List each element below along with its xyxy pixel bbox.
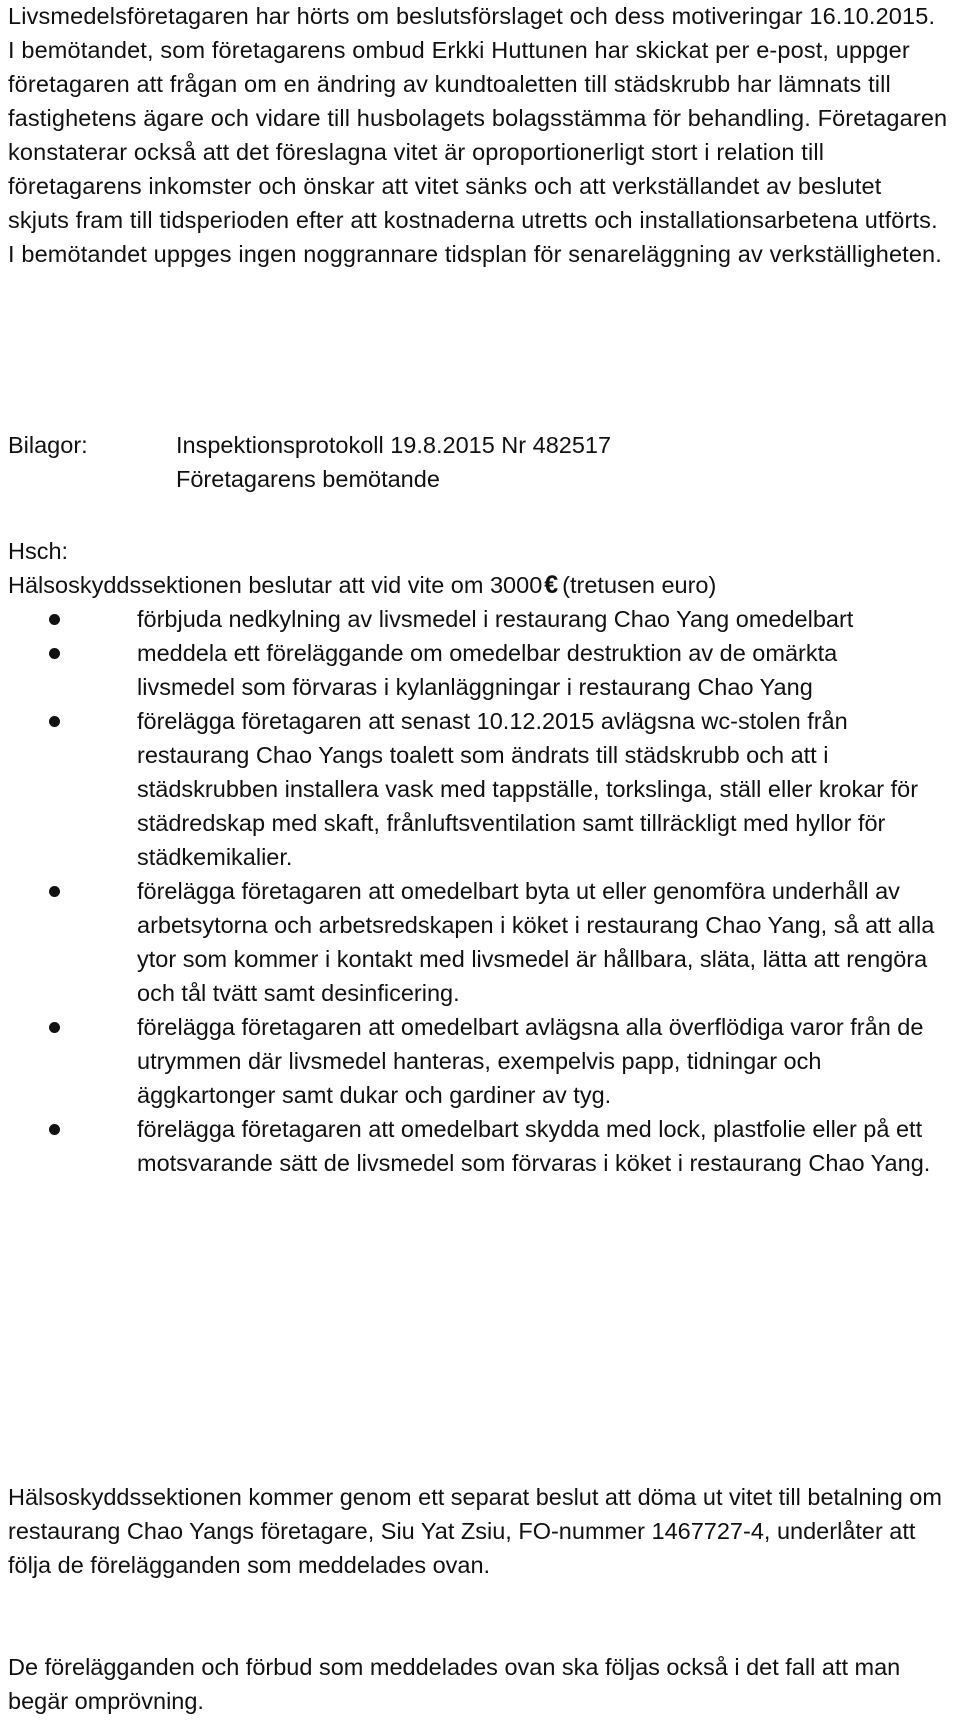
attachment-item: Företagarens bemötande <box>176 466 440 492</box>
list-item-text: förelägga företagaren att omedelbart skydda med lock, plastfolie eller på ett motsvarande sätt de livsmedel som förvaras i köket i restaurang Chao Yang. <box>137 1116 931 1176</box>
list-item-text: förbjuda nedkylning av livsmedel i restaurang Chao Yang omedelbart <box>137 606 854 632</box>
decision-lead-text: Hälsoskyddssektionen beslutar att vid vite om 3000 <box>8 572 543 598</box>
intro-paragraph: Livsmedelsföretagaren har hörts om beslutsförslaget och dess motiveringar 16.10.2015. I bemötandet, som företagarens ombud Erkki Huttunen har skickat per e-post, uppger företagaren att frågan om en ändring av kundtoaletten till städskrubb har lämnats till fastighetens ägare och vidare till husbolagets bolagsstämma för behandling. Företagaren konstaterar också att det föreslagna vitet är oproportionerligt stort i relation till företagarens inkomster och önskar att vitet sänks och att verkställandet av beslutet skjuts fram till tidsperioden efter att kostnaderna utretts och installationsarbetena utförts. I bemötandet uppges ingen noggrannare tidsplan för senareläggning av verkställigheten. <box>8 3 948 267</box>
euro-icon: € <box>544 571 559 599</box>
list-item <box>0 704 937 874</box>
list-item-text: förelägga företagaren att senast 10.12.2015 avlägsna wc-stolen från restaurang Chao Yangs toalett som ändrats till städskrubb och att i städskrubben installera vask med tappställe, torkslinga, ställ eller krokar för städredskap med skaft, frånluftsventilation samt tillräckligt med hyllor för städkemikalier. <box>137 708 919 870</box>
attachments-row <box>8 462 948 496</box>
closing-paragraph: Hälsoskyddssektionen kommer genom ett separat beslut att döma ut vitet till betalning om restaurang Chao Yangs företagare, Siu Yat Zsiu, FO-nummer 1467727-4, underlåter att följa de förelägganden som meddelades ovan. <box>8 1484 942 1578</box>
bullet-icon <box>49 1124 60 1135</box>
bullet-icon <box>49 614 60 625</box>
bullet-icon <box>49 886 60 897</box>
attachment-item: Inspektionsprotokoll 19.8.2015 Nr 482517 <box>176 432 612 458</box>
list-item <box>0 1010 937 1112</box>
bullet-icon <box>49 648 60 659</box>
list-item-text: förelägga företagaren att omedelbart avlägsna alla överflödiga varor från de utrymmen där livsmedel hanteras, exempelvis papp, tidningar och äggkartonger samt dukar och gardiner av tyg. <box>137 1014 924 1108</box>
list-item <box>0 874 937 1010</box>
list-item <box>0 602 937 636</box>
decision-lead-amount-words: (tretusen euro) <box>562 572 717 598</box>
decision-bullet-list <box>0 602 960 1180</box>
attachments-row <box>8 428 948 462</box>
attachments-section <box>8 428 948 496</box>
bullet-icon <box>49 716 60 727</box>
list-item <box>0 636 937 704</box>
hsch-label: Hsch: <box>8 538 69 564</box>
bullet-icon <box>49 1022 60 1033</box>
list-item-text: meddela ett föreläggande om omedelbar destruktion av de omärkta livsmedel som förvaras i kylanläggningar i restaurang Chao Yang <box>137 640 838 700</box>
decision-lead <box>8 568 953 602</box>
attachments-label: Bilagor: <box>8 432 88 458</box>
final-paragraph: De förelägganden och förbud som meddelades ovan ska följas också i det fall att man begär omprövning. <box>8 1654 901 1714</box>
list-item-text: förelägga företagaren att omedelbart byta ut eller genomföra underhåll av arbetsytorna och arbetsredskapen i köket i restaurang Chao Yang, så att alla ytor som kommer i kontakt med livsmedel är hållbara, släta, lätta att rengöra och tål tvätt samt desinficering. <box>137 878 935 1006</box>
list-item <box>0 1112 937 1180</box>
